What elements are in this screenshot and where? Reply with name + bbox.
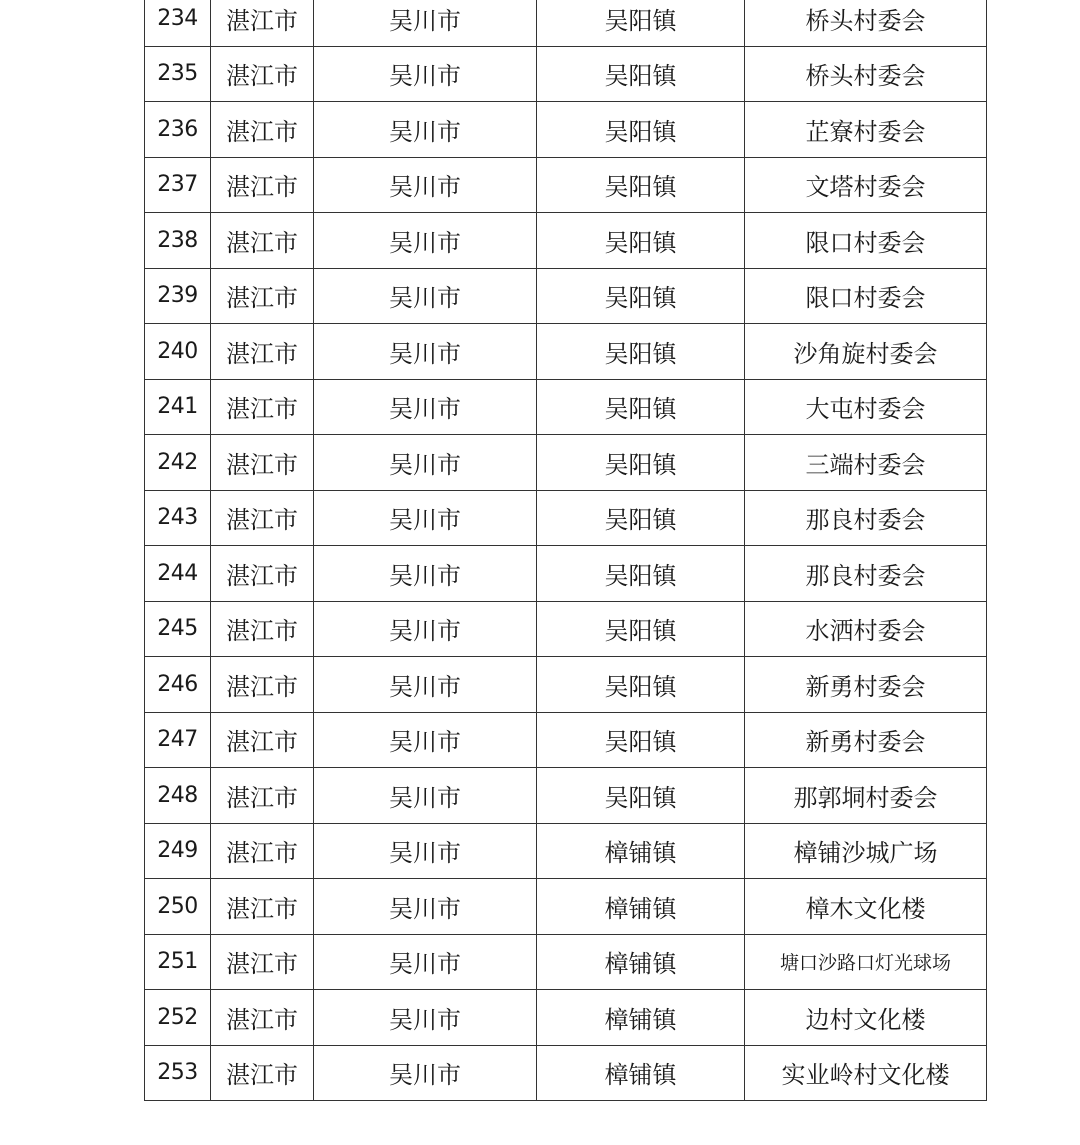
row-number-cell: 235 <box>145 46 211 102</box>
town-cell: 吴阳镇 <box>537 46 745 102</box>
city-cell: 湛江市 <box>211 324 314 380</box>
row-number-cell: 239 <box>145 268 211 324</box>
city-cell: 湛江市 <box>211 990 314 1046</box>
site-name-cell: 樟木文化楼 <box>745 879 987 935</box>
table-row <box>145 379 987 435</box>
table-row <box>145 324 987 380</box>
town-cell: 樟铺镇 <box>537 1045 745 1101</box>
town-cell: 樟铺镇 <box>537 879 745 935</box>
county-cell: 吴川市 <box>314 768 537 824</box>
row-number-cell: 245 <box>145 601 211 657</box>
city-cell: 湛江市 <box>211 546 314 602</box>
table-row <box>145 934 987 990</box>
city-cell: 湛江市 <box>211 879 314 935</box>
row-number-cell: 252 <box>145 990 211 1046</box>
table-row <box>145 768 987 824</box>
town-cell: 吴阳镇 <box>537 379 745 435</box>
site-name-cell: 新勇村委会 <box>745 712 987 768</box>
town-cell: 吴阳镇 <box>537 768 745 824</box>
county-cell: 吴川市 <box>314 213 537 269</box>
row-number-cell: 237 <box>145 157 211 213</box>
city-cell: 湛江市 <box>211 435 314 491</box>
row-number-cell: 249 <box>145 823 211 879</box>
city-cell: 湛江市 <box>211 712 314 768</box>
county-cell: 吴川市 <box>314 657 537 713</box>
site-name-cell: 那郭垌村委会 <box>745 768 987 824</box>
county-cell: 吴川市 <box>314 879 537 935</box>
county-cell: 吴川市 <box>314 46 537 102</box>
table-row <box>145 213 987 269</box>
table-row <box>145 546 987 602</box>
table-row <box>145 435 987 491</box>
town-cell: 吴阳镇 <box>537 213 745 269</box>
table-body <box>145 0 987 1101</box>
county-cell: 吴川市 <box>314 601 537 657</box>
county-cell: 吴川市 <box>314 268 537 324</box>
county-cell: 吴川市 <box>314 490 537 546</box>
county-cell: 吴川市 <box>314 712 537 768</box>
row-number-cell: 238 <box>145 213 211 269</box>
site-name-cell: 限口村委会 <box>745 268 987 324</box>
county-cell: 吴川市 <box>314 934 537 990</box>
city-cell: 湛江市 <box>211 657 314 713</box>
city-cell: 湛江市 <box>211 768 314 824</box>
row-number-cell: 240 <box>145 324 211 380</box>
town-cell: 吴阳镇 <box>537 102 745 158</box>
county-cell: 吴川市 <box>314 435 537 491</box>
town-cell: 吴阳镇 <box>537 324 745 380</box>
site-name-cell: 芷寮村委会 <box>745 102 987 158</box>
town-cell: 樟铺镇 <box>537 990 745 1046</box>
row-number-cell: 253 <box>145 1045 211 1101</box>
county-cell: 吴川市 <box>314 0 537 46</box>
county-cell: 吴川市 <box>314 157 537 213</box>
table-row <box>145 268 987 324</box>
site-name-cell: 桥头村委会 <box>745 46 987 102</box>
county-cell: 吴川市 <box>314 1045 537 1101</box>
row-number-cell: 234 <box>145 0 211 46</box>
table-row <box>145 823 987 879</box>
site-name-cell: 新勇村委会 <box>745 657 987 713</box>
city-cell: 湛江市 <box>211 1045 314 1101</box>
town-cell: 吴阳镇 <box>537 601 745 657</box>
site-name-cell: 沙角旋村委会 <box>745 324 987 380</box>
county-cell: 吴川市 <box>314 546 537 602</box>
city-cell: 湛江市 <box>211 823 314 879</box>
site-name-cell: 那良村委会 <box>745 490 987 546</box>
table-row <box>145 657 987 713</box>
town-cell: 吴阳镇 <box>537 268 745 324</box>
site-name-cell: 桥头村委会 <box>745 0 987 46</box>
table-row <box>145 46 987 102</box>
city-cell: 湛江市 <box>211 268 314 324</box>
county-cell: 吴川市 <box>314 823 537 879</box>
table-row <box>145 879 987 935</box>
table-row <box>145 1045 987 1101</box>
county-cell: 吴川市 <box>314 990 537 1046</box>
county-cell: 吴川市 <box>314 324 537 380</box>
town-cell: 樟铺镇 <box>537 823 745 879</box>
site-name-cell: 那良村委会 <box>745 546 987 602</box>
site-name-cell: 边村文化楼 <box>745 990 987 1046</box>
city-cell: 湛江市 <box>211 213 314 269</box>
town-cell: 吴阳镇 <box>537 0 745 46</box>
town-cell: 吴阳镇 <box>537 435 745 491</box>
city-cell: 湛江市 <box>211 379 314 435</box>
row-number-cell: 244 <box>145 546 211 602</box>
town-cell: 吴阳镇 <box>537 657 745 713</box>
row-number-cell: 241 <box>145 379 211 435</box>
county-cell: 吴川市 <box>314 379 537 435</box>
table-row <box>145 0 987 46</box>
row-number-cell: 251 <box>145 934 211 990</box>
town-cell: 吴阳镇 <box>537 712 745 768</box>
site-name-cell: 实业岭村文化楼 <box>745 1045 987 1101</box>
table-row <box>145 601 987 657</box>
city-cell: 湛江市 <box>211 601 314 657</box>
table-row <box>145 990 987 1046</box>
site-name-cell: 文塔村委会 <box>745 157 987 213</box>
town-cell: 吴阳镇 <box>537 157 745 213</box>
city-cell: 湛江市 <box>211 0 314 46</box>
site-name-cell: 限口村委会 <box>745 213 987 269</box>
site-name-cell: 三端村委会 <box>745 435 987 491</box>
city-cell: 湛江市 <box>211 157 314 213</box>
table-row <box>145 712 987 768</box>
row-number-cell: 250 <box>145 879 211 935</box>
city-cell: 湛江市 <box>211 934 314 990</box>
city-cell: 湛江市 <box>211 46 314 102</box>
table-row <box>145 102 987 158</box>
row-number-cell: 242 <box>145 435 211 491</box>
site-name-cell: 塘口沙路口灯光球场 <box>745 934 987 990</box>
table-row <box>145 157 987 213</box>
row-number-cell: 248 <box>145 768 211 824</box>
town-cell: 吴阳镇 <box>537 546 745 602</box>
row-number-cell: 236 <box>145 102 211 158</box>
row-number-cell: 246 <box>145 657 211 713</box>
town-cell: 吴阳镇 <box>537 490 745 546</box>
site-name-cell: 大屯村委会 <box>745 379 987 435</box>
table-row <box>145 490 987 546</box>
city-cell: 湛江市 <box>211 102 314 158</box>
site-name-cell: 水洒村委会 <box>745 601 987 657</box>
town-cell: 樟铺镇 <box>537 934 745 990</box>
location-table <box>144 0 987 1101</box>
site-name-cell: 樟铺沙城广场 <box>745 823 987 879</box>
row-number-cell: 243 <box>145 490 211 546</box>
row-number-cell: 247 <box>145 712 211 768</box>
county-cell: 吴川市 <box>314 102 537 158</box>
city-cell: 湛江市 <box>211 490 314 546</box>
